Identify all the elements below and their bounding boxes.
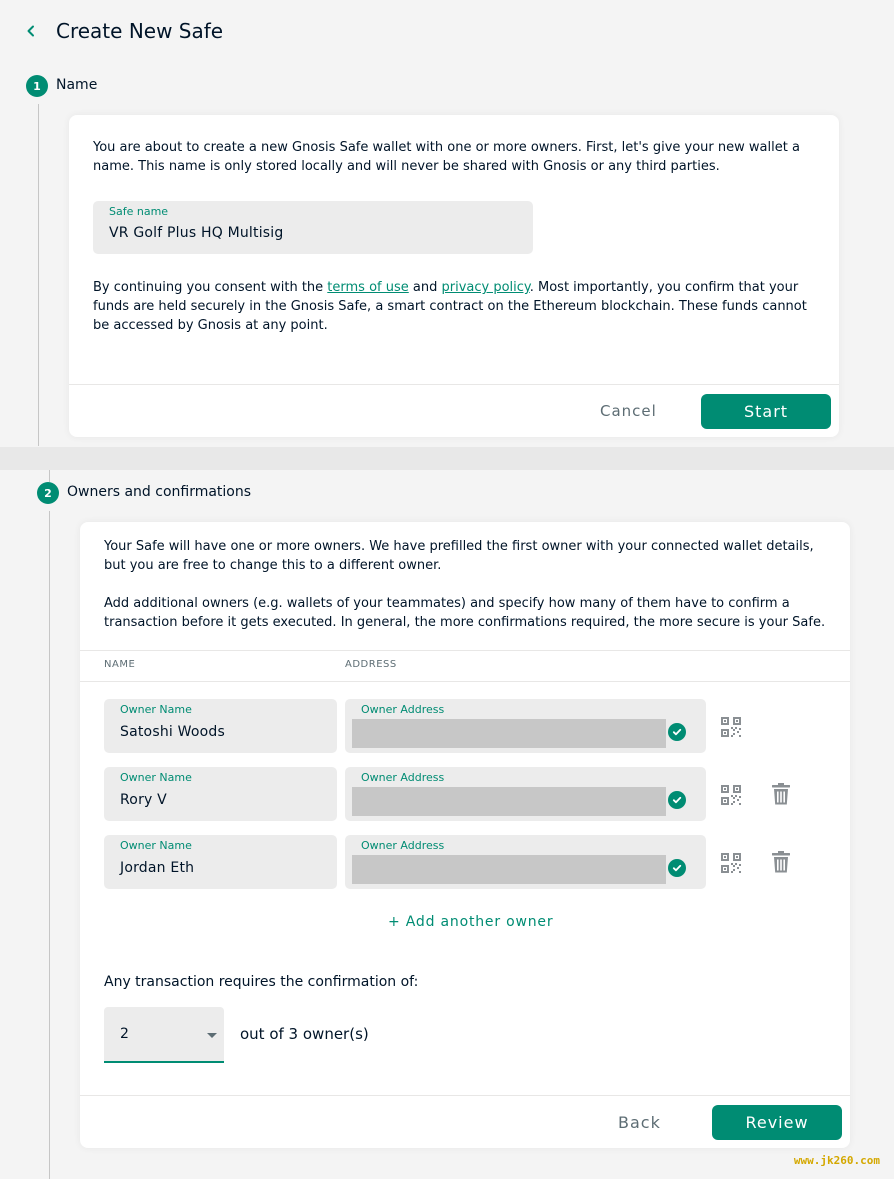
name-card: [69, 115, 839, 437]
owner-name-label: Owner Name: [120, 703, 192, 716]
step-1-section: [0, 0, 894, 447]
page-title: Create New Safe: [56, 19, 224, 43]
owner-name-field[interactable]: [104, 835, 337, 889]
name-intro-text: You are about to create a new Gnosis Safe wallet with one or more owners. First, let's give your new wallet a name. This name is only stored locally and will never be shared with Gnosis or any third parties.: [93, 140, 800, 174]
review-button[interactable]: Review: [712, 1105, 842, 1140]
safe-name-value[interactable]: VR Golf Plus HQ Multisig: [109, 225, 284, 241]
step-2-connector-top: [49, 470, 50, 482]
consent-text: [93, 278, 823, 335]
qr-code-icon[interactable]: [721, 717, 741, 737]
owner-name-value[interactable]: Rory V: [120, 792, 167, 808]
watermark-text: www.jk260.com: [793, 1154, 880, 1167]
add-owner-button[interactable]: + Add another owner: [388, 914, 554, 930]
trash-icon[interactable]: [771, 851, 791, 873]
owner-name-value[interactable]: Satoshi Woods: [120, 724, 225, 740]
owner-name-field[interactable]: [104, 767, 337, 821]
owner-address-value-redacted[interactable]: [352, 787, 666, 816]
owner-address-field[interactable]: [345, 835, 706, 889]
check-circle-icon: [668, 791, 686, 809]
owner-name-field[interactable]: [104, 699, 337, 753]
qr-code-icon[interactable]: [721, 853, 741, 873]
consent-and: and: [408, 280, 442, 295]
terms-of-use-link[interactable]: terms of use: [327, 280, 409, 295]
threshold-select-value: 2: [120, 1026, 129, 1042]
owner-address-value-redacted[interactable]: [352, 719, 666, 748]
qr-code-icon[interactable]: [721, 785, 741, 805]
back-button[interactable]: Back: [618, 1113, 661, 1132]
step-1-connector: [38, 104, 39, 446]
owner-address-label: Owner Address: [361, 839, 445, 852]
cancel-button[interactable]: Cancel: [600, 402, 657, 420]
check-circle-icon: [668, 859, 686, 877]
section-separator: [0, 447, 894, 470]
step-2-label: Owners and confirmations: [67, 484, 252, 500]
threshold-select[interactable]: [104, 1007, 224, 1063]
owner-address-field[interactable]: [345, 699, 706, 753]
owner-name-label: Owner Name: [120, 771, 192, 784]
page-header: [20, 14, 223, 48]
step-1-label: Name: [56, 77, 98, 93]
column-header-address: ADDRESS: [345, 659, 397, 670]
owner-address-label: Owner Address: [361, 771, 445, 784]
caret-down-icon: [207, 1033, 217, 1038]
owners-intro-text-1: Your Safe will have one or more owners. We have prefilled the first owner with your connected wallet details, but you are free to change this to a different owner.: [104, 539, 814, 573]
name-card-divider: [69, 384, 839, 385]
owners-intro-text-2: Add additional owners (e.g. wallets of your teammates) and specify how many of them have to confirm a transaction before it gets executed. In general, the more confirmations required, the more secure is your Safe.: [104, 596, 826, 630]
step-1-badge: 1: [26, 75, 48, 97]
step-2-connector: [49, 511, 50, 1179]
privacy-policy-link[interactable]: privacy policy: [441, 280, 530, 295]
threshold-suffix: out of 3 owner(s): [240, 1025, 369, 1043]
owners-card-divider: [80, 1095, 850, 1096]
owner-address-field[interactable]: [345, 767, 706, 821]
safe-name-field[interactable]: [93, 201, 533, 254]
owner-address-value-redacted[interactable]: [352, 855, 666, 884]
owner-name-label: Owner Name: [120, 839, 192, 852]
safe-name-label: Safe name: [109, 205, 169, 218]
owners-header-bottom-divider: [80, 681, 850, 682]
owners-card: [80, 522, 850, 1148]
consent-prefix: By continuing you consent with the: [93, 280, 328, 295]
owners-header-top-divider: [80, 650, 850, 651]
start-button[interactable]: Start: [701, 394, 831, 429]
threshold-text: Any transaction requires the confirmation of:: [104, 974, 419, 990]
check-circle-icon: [668, 723, 686, 741]
owner-name-value[interactable]: Jordan Eth: [120, 860, 195, 876]
back-chevron-icon[interactable]: [20, 20, 42, 42]
step-2-badge: 2: [37, 482, 59, 504]
column-header-name: NAME: [104, 659, 136, 670]
consent-suffix: . Most importantly, you confirm that your funds are held securely in the Gnosis Safe, a smart contract on the Ethereum blockchain. These funds cannot be accessed by Gnosis at any point.: [93, 280, 807, 333]
owner-address-label: Owner Address: [361, 703, 445, 716]
trash-icon[interactable]: [771, 783, 791, 805]
